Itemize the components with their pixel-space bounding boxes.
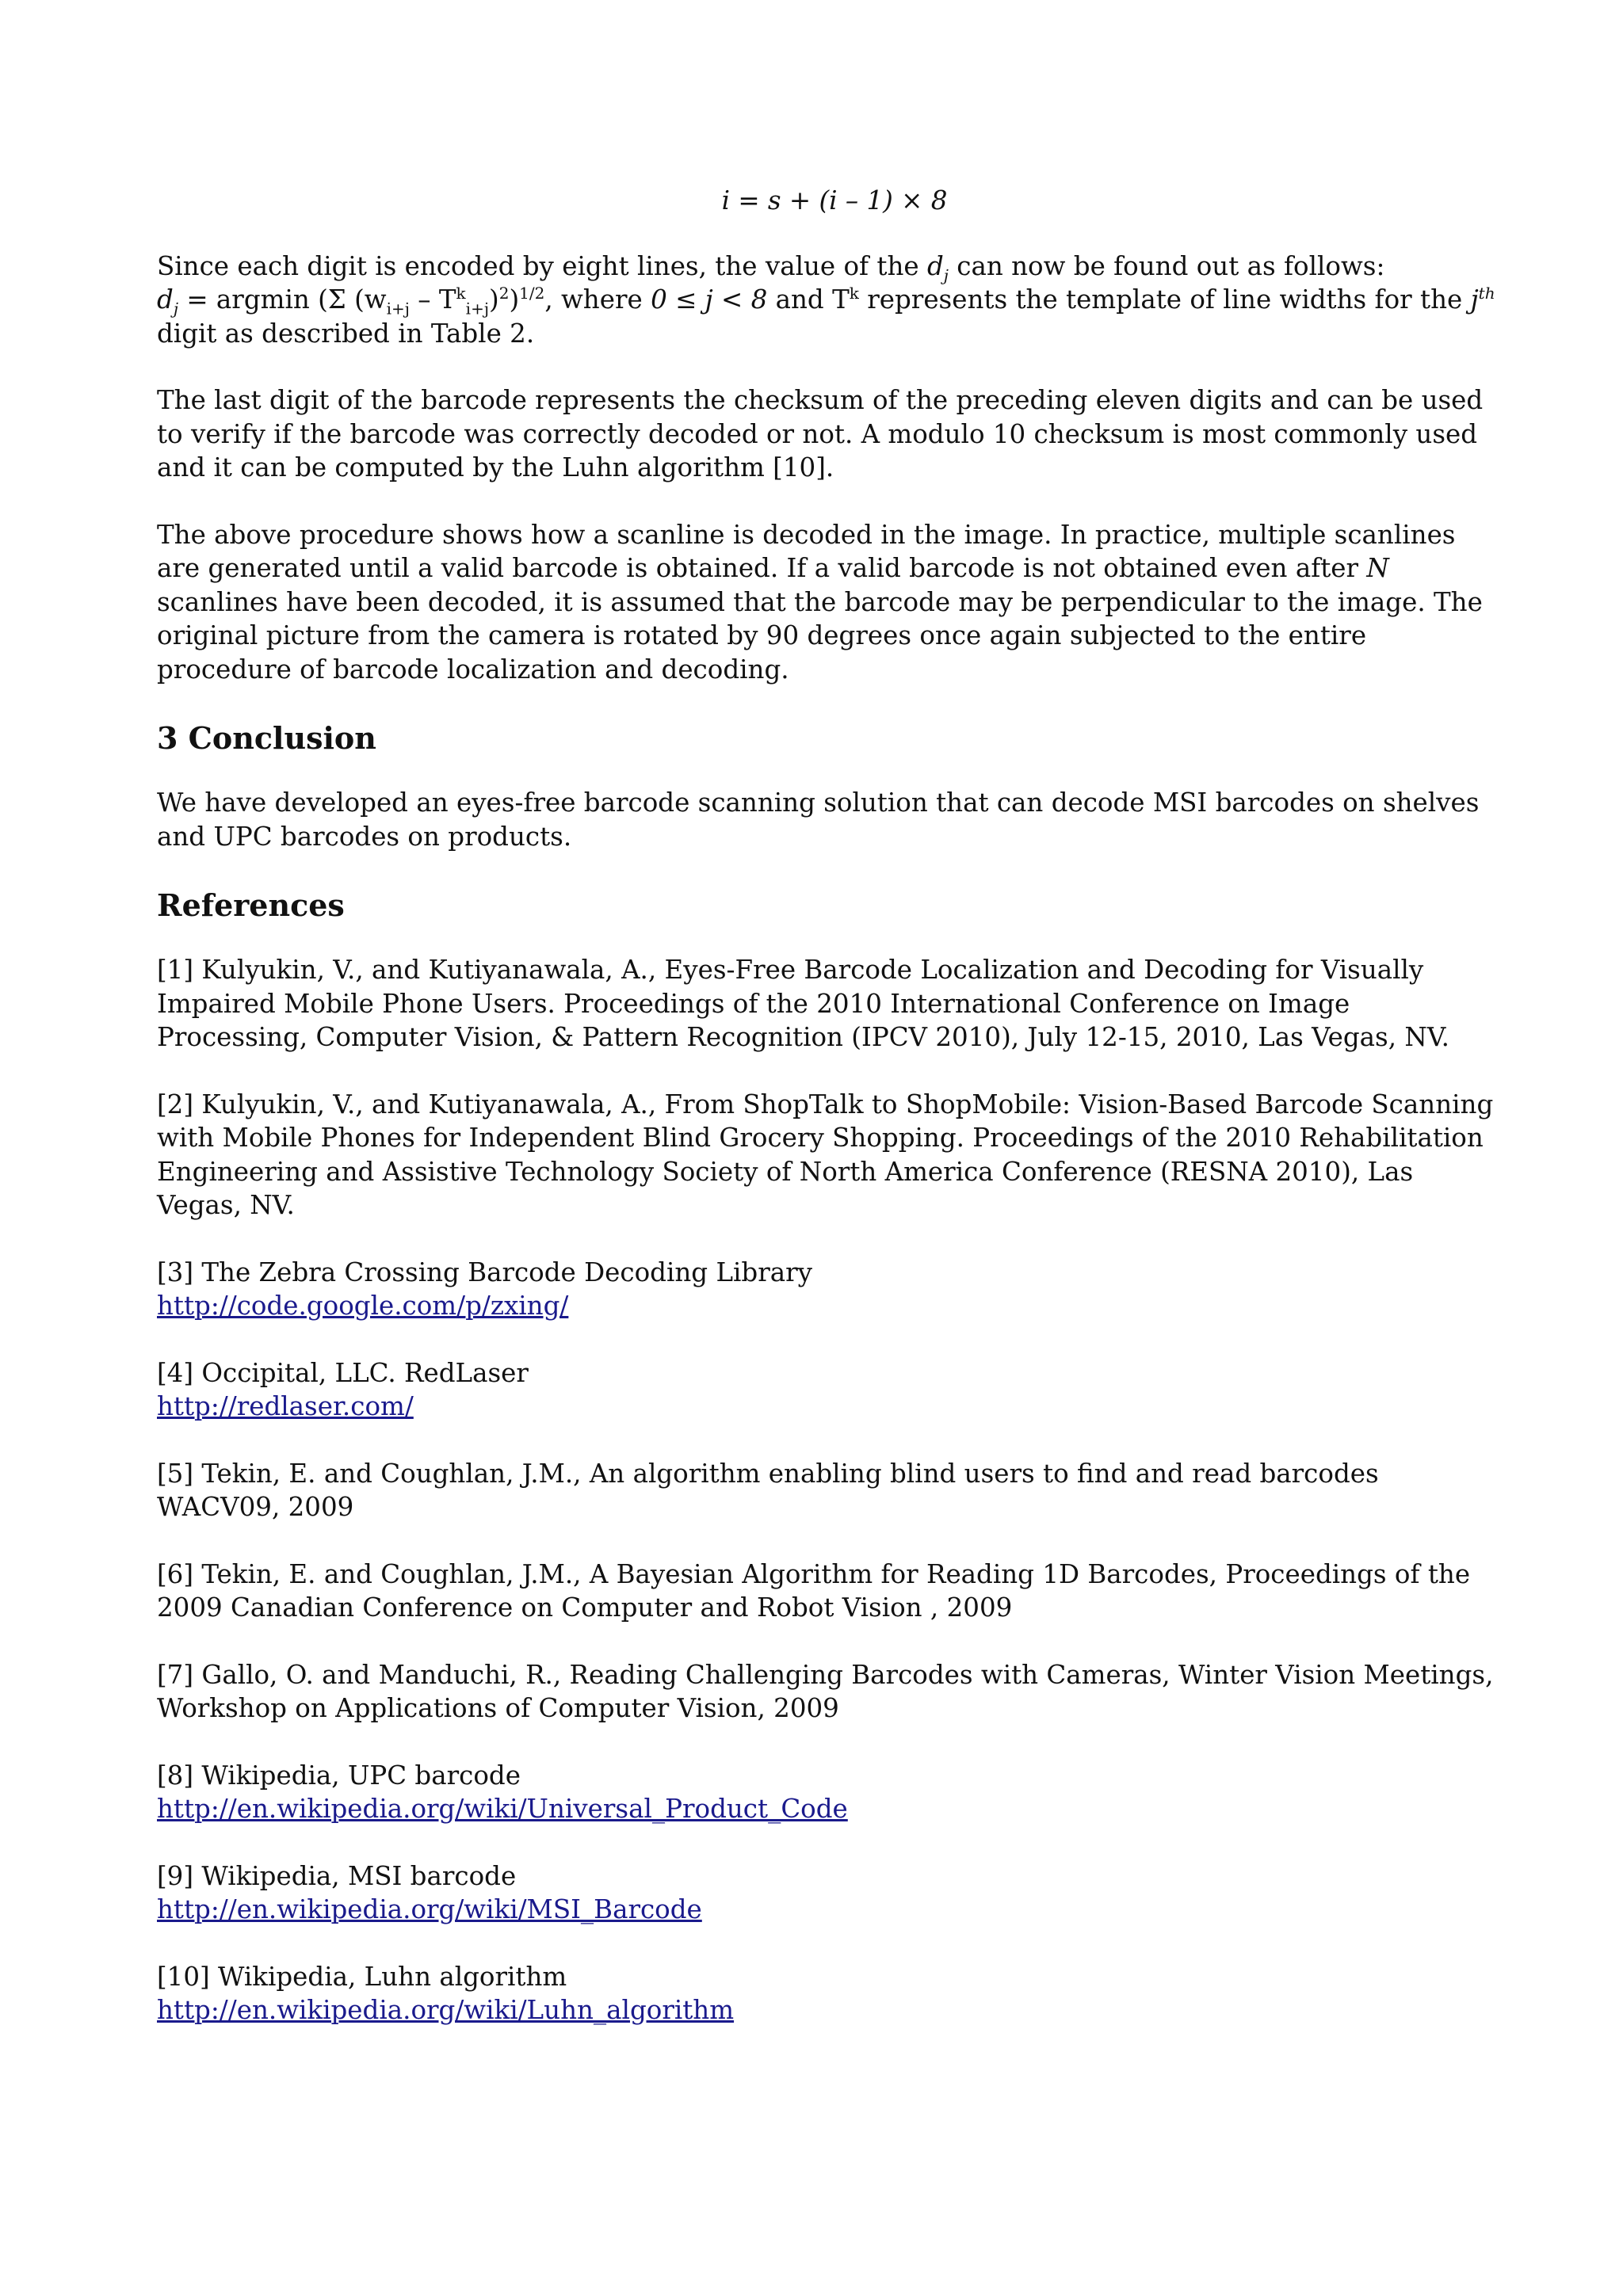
equation-condition: 0 ≤ j < 8 — [651, 284, 768, 315]
variable-n: N — [1366, 553, 1389, 583]
reference-item — [157, 953, 1496, 1055]
equation-text: digit as described in Table 2. — [157, 318, 535, 349]
equation-text: = argmin (Σ (w — [178, 284, 387, 315]
conclusion-heading: 3 Conclusion — [157, 720, 376, 756]
references-heading: References — [157, 887, 345, 923]
text-run: The above procedure shows how a scanline is decoded in the image. In practice, multiple scanlines are generated until a valid barcode is obtained. If a valid barcode is not obtained even after — [157, 519, 1456, 583]
reference-text: [9] Wikipedia, MSI barcode — [157, 1860, 517, 1891]
reference-text: [10] Wikipedia, Luhn algorithm — [157, 1961, 567, 1992]
reference-item — [157, 1859, 1496, 1927]
equation-text: represents the template of line widths for the — [858, 284, 1471, 315]
superscript-k: k — [456, 284, 466, 303]
subscript-index: i+j — [386, 299, 410, 318]
reference-item — [157, 1558, 1496, 1625]
reference-text: [5] Tekin, E. and Coughlan, J.M., An algorithm enabling blind users to find and read barcodes WACV09, 2009 — [157, 1458, 1379, 1522]
reference-item — [157, 1658, 1496, 1726]
variable-j: j — [1470, 284, 1479, 315]
reference-link[interactable]: http://code.google.com/p/zxing/ — [157, 1291, 569, 1321]
document-page — [157, 184, 1496, 2061]
superscript-half: 1/2 — [519, 284, 545, 303]
reference-text: [7] Gallo, O. and Manduchi, R., Reading Challenging Barcodes with Cameras, Winter Vision Meetings, Workshop on Applications of Computer Vision, 2009 — [157, 1659, 1494, 1723]
reference-link[interactable]: http://redlaser.com/ — [157, 1391, 414, 1421]
equation-text: – T — [409, 284, 456, 315]
superscript-th: th — [1478, 284, 1495, 303]
superscript-k: k — [849, 284, 859, 303]
reference-text: [2] Kulyukin, V., and Kutiyanawala, A., From ShopTalk to ShopMobile: Vision-Based Barcode Scanning with Mobile Phones for Independent Blind Grocery Shopping. Proceedings of the 2010 Rehabilitation Engineering and Assistive Technology Society of North America Conference (RESNA 2010), Las Vegas, NV. — [157, 1089, 1494, 1220]
reference-link[interactable]: http://en.wikipedia.org/wiki/Universal_Product_Code — [157, 1794, 848, 1824]
variable-d: d — [926, 250, 944, 281]
reference-item — [157, 1356, 1496, 1424]
reference-text: [3] The Zebra Crossing Barcode Decoding Library — [157, 1257, 813, 1287]
reference-item — [157, 1759, 1496, 1826]
reference-text: [6] Tekin, E. and Coughlan, J.M., A Bayesian Algorithm for Reading 1D Barcodes, Proceedings of the 2009 Canadian Conference on Computer and Robot Vision , 2009 — [157, 1558, 1471, 1623]
reference-text: [1] Kulyukin, V., and Kutiyanawala, A., Eyes-Free Barcode Localization and Decoding for Visually Impaired Mobile Phone Users. Proceedings of the 2010 International Conference on Image Processing, Computer Vision, & Pattern Recognition (IPCV 2010), July 12-15, 2010, Las Vegas, NV. — [157, 955, 1449, 1052]
equation-text: and T — [767, 284, 850, 315]
paragraph-checksum: The last digit of the barcode represents the checksum of the preceding eleven digits and can be used to verify if the barcode was correctly decoded or not. A modulo 10 checksum is most commonly used and it can be computed by the Luhn algorithm [10]. — [157, 385, 1484, 482]
text-run: Since each digit is encoded by eight lines, the value of the — [157, 250, 927, 281]
subscript-j: j — [173, 299, 179, 318]
reference-text: [8] Wikipedia, UPC barcode — [157, 1760, 521, 1791]
reference-link[interactable]: http://en.wikipedia.org/wiki/Luhn_algorithm — [157, 1995, 735, 2025]
paragraph-digit-decoding — [157, 250, 1496, 351]
equation-text: ) — [489, 284, 499, 315]
reference-item — [157, 1457, 1496, 1524]
superscript-2: 2 — [498, 284, 510, 303]
text-run: scanlines have been decoded, it is assumed that the barcode may be perpendicular to the image. The original picture from the camera is rotated by 90 degrees once again subjected to the entire procedure of barcode localization and decoding. — [157, 586, 1483, 685]
conclusion-text: We have developed an eyes-free barcode scanning solution that can decode MSI barcodes on shelves and UPC barcodes on products. — [157, 788, 1480, 852]
equation-text: , where — [544, 284, 651, 315]
variable-d: d — [157, 284, 174, 315]
reference-item — [157, 1256, 1496, 1323]
index-formula: i = s + (i – 1) × 8 — [721, 185, 948, 215]
paragraph-scanlines — [157, 518, 1496, 687]
reference-text: [4] Occipital, LLC. RedLaser — [157, 1357, 529, 1388]
reference-link[interactable]: http://en.wikipedia.org/wiki/MSI_Barcode — [157, 1894, 702, 1924]
references-list — [157, 953, 1496, 2027]
reference-item — [157, 1088, 1496, 1222]
equation-text: ) — [509, 284, 520, 315]
reference-item — [157, 1960, 1496, 2027]
subscript-j: j — [943, 265, 949, 284]
text-run: can now be found out as follows: — [948, 250, 1385, 281]
subscript-index: i+j — [465, 299, 490, 318]
